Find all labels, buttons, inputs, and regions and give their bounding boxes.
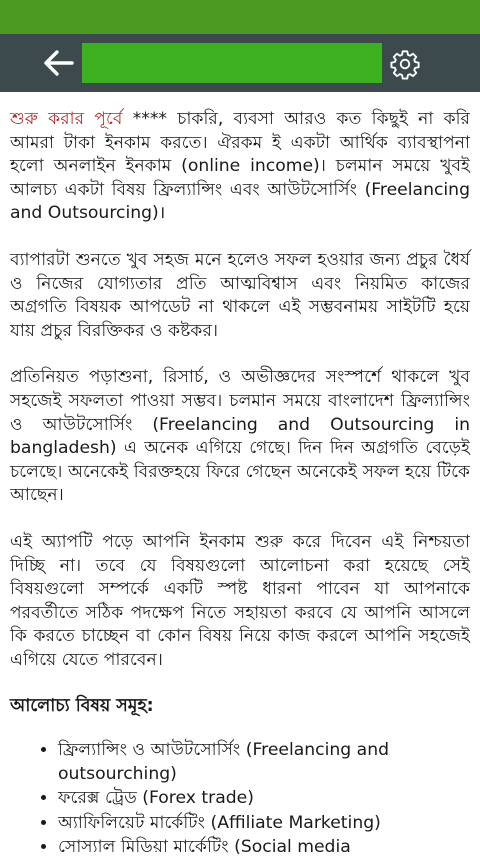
status-bar: [0, 0, 480, 34]
gear-icon: [389, 48, 421, 80]
paragraph-2: ব্যাপারটা শুনতে খুব সহজ মনে হলেও সফল হওয়ার জন্য প্রচুর ধৈর্য ও নিজের যোগ্যতার প্রতি আত্মবিশ্বাস এবং নিয়মিত কাজের অগ্রগতি বিষয়ক আপডেট না থাকলে এই সম্ভবনাময় সাইটটি হয়ে যায় প্রচুর বিরক্তিকর ও কষ্টকর।: [10, 249, 470, 341]
paragraph-3: প্রতিনিয়ত পড়াশুনা, রিসার্চ, ও অভীজ্ঞদের সংস্পর্শে থাকলে খুব সহজেই সফলতা পাওয়া সম্ভব। চলমান সময়ে বাংলাদেশ ফ্রিল্যান্সিং ও আউটসোর্সিং (Freelancing and Outsourcing in bangladesh) এ অনেক এগিয়ে গেছে। দিন দিন অগ্রগতি বেড়েই চলেছে। অনেকেই বিরক্তহয়ে ফিরে গেছেন অনেকেই সফল হয়ে টিকে আছেন।: [10, 367, 470, 506]
intro-text: **** চাকরি, ব্যবসা আরও কত কিছুই না করি আমরা টাকা ইনকাম করতে। ঐরকম ই একটা আর্থিক ব্যাবস্থাপনা হলো অনলাইন ইনকাম (online income)। চলমান সময়ে খুবই আলচ্য একটা বিষয় ফ্রিল্যান্সিং এবং আউটসোর্সিং (Freelancing and Outsourcing)।: [10, 109, 471, 224]
article-content: [0, 92, 480, 860]
arrow-left-icon: [42, 49, 74, 77]
intro-highlight: শুরু করার পূর্বে: [10, 109, 123, 129]
back-button[interactable]: [38, 46, 78, 80]
intro-paragraph: [10, 108, 470, 226]
app-toolbar: [0, 34, 480, 92]
paragraph-4: এই অ্যাপটি পড়ে আপনি ইনকাম শুরু করে দিবেন এই নিশ্চয়তা দিচ্ছি না। তবে যে বিষয়গুলো আলোচনা করা হয়েছে সেই বিষয়গুলো সম্পর্কে একটি স্পষ্ট ধারনা পাবেন যা আপনাকে পরবর্তীতে সঠিক পদক্ষেপ নিতে সহায়তা করবে যে আপনি আসলে কি করতে চাচ্ছেন বা কোন বিষয় নিয়ে কাজ করলে আপনি সহজেই এগিয়ে যেতে পারবেন।: [10, 531, 470, 670]
settings-button[interactable]: [386, 47, 424, 81]
list-item: • অ্যাফিলিয়েট মার্কেটিং (Affiliate Marketing): [58, 812, 470, 836]
list-item: • সোস্যাল মিডিয়া মার্কেটিং (Social media: [58, 836, 470, 860]
list-item: • ফরেক্স ট্রেড (Forex trade): [58, 787, 470, 811]
toolbar-title-block: [82, 43, 382, 83]
topics-heading: আলোচ্য বিষয় সমূহ:: [10, 696, 154, 717]
list-item: • ফ্রিল্যান্সিং ও আউটসোর্সিং (Freelancing and outsourching): [58, 739, 470, 786]
topic-list: [10, 739, 470, 860]
